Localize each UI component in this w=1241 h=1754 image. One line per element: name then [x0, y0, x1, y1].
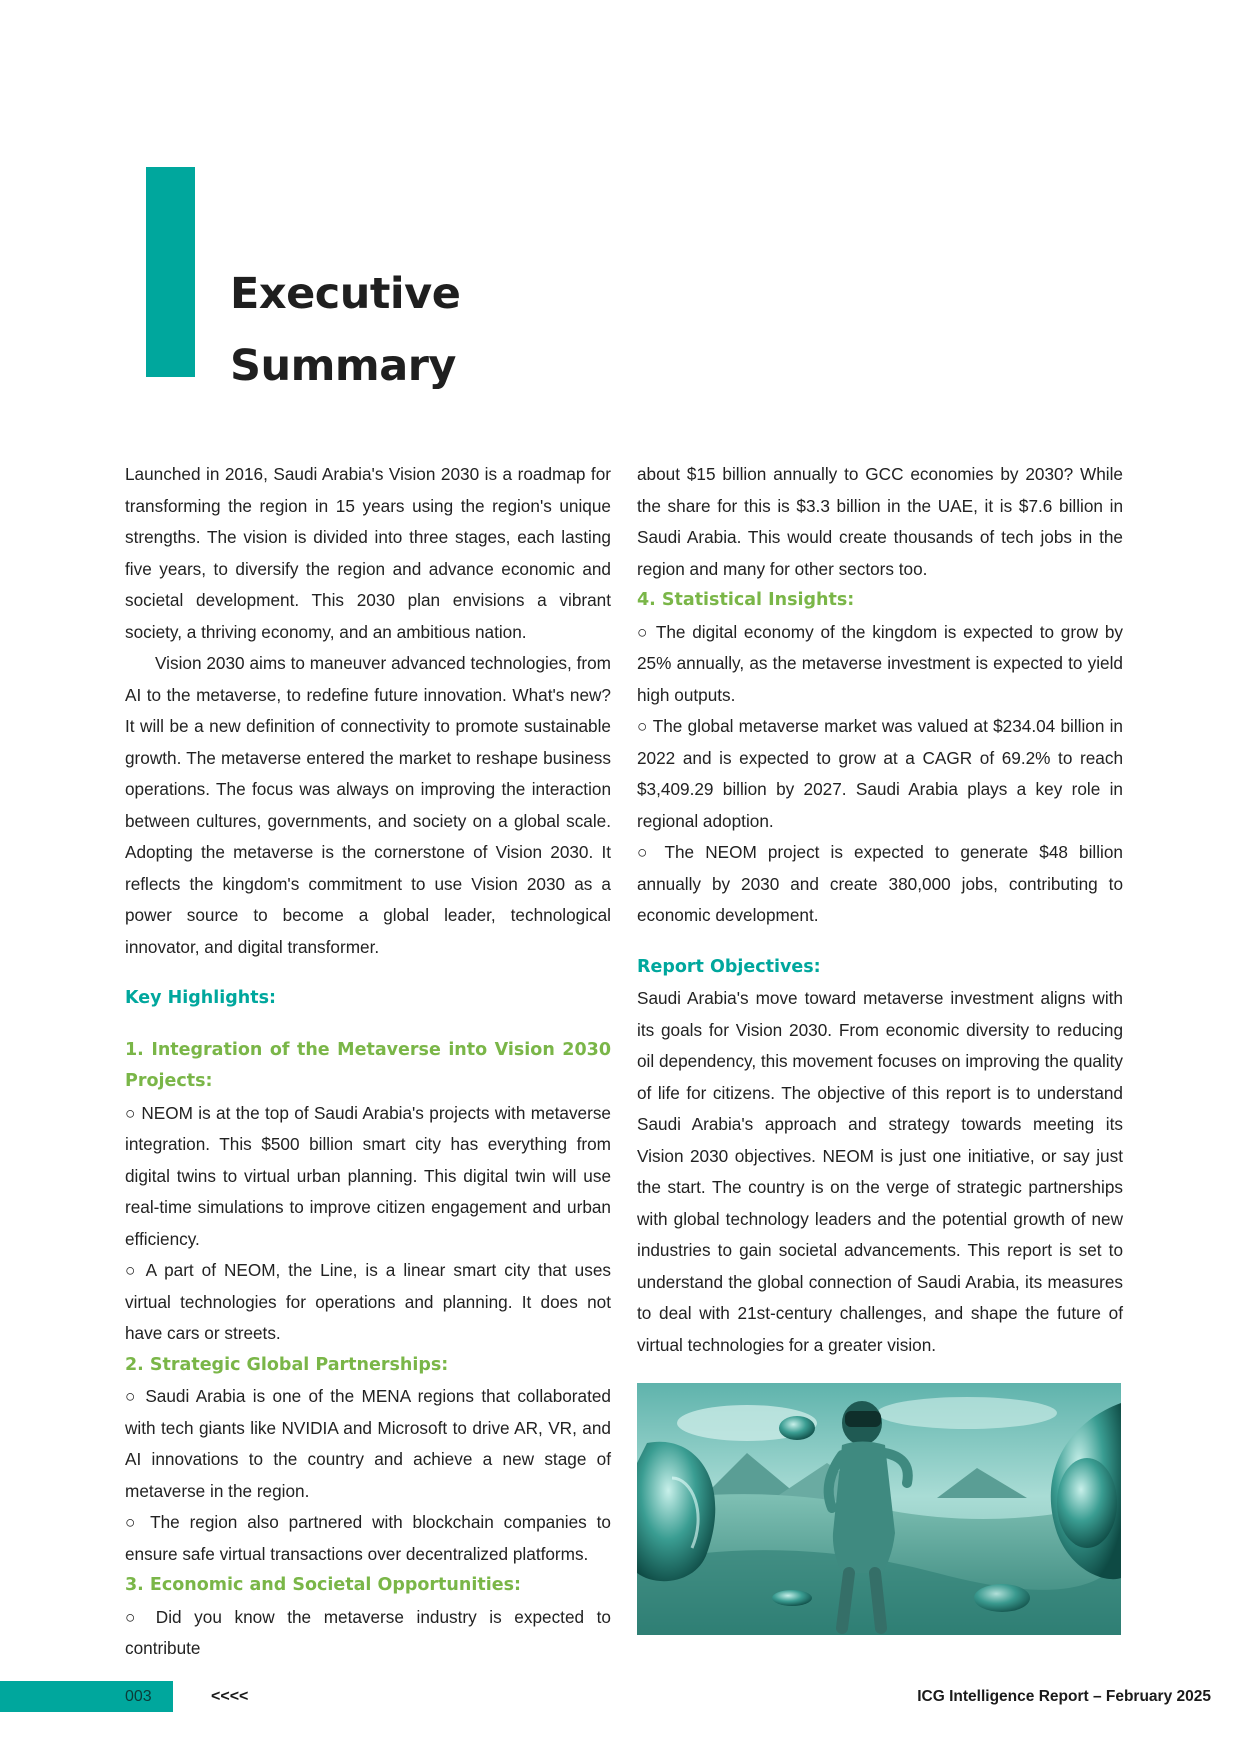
- right-column: [637, 459, 1123, 1635]
- report-objectives-heading: Report Objectives:: [637, 956, 821, 977]
- back-navigation-link[interactable]: <<<<: [211, 1688, 249, 1705]
- vr-illustration: [637, 1383, 1121, 1635]
- highlight-4-bullet-1: ○ The digital economy of the kingdom is expected to grow by 25% annually, as the metaverse investment is expected to yield high outputs.: [637, 621, 1123, 705]
- highlight-4-heading: 4. Statistical Insights:: [637, 590, 855, 610]
- highlight-3-bullet-1-continued: about $15 billion annually to GCC economies by 2030? While the share for this is $3.3 billion in the UAE, it is $7.6 billion in Saudi Arabia. This would create thousands of tech jobs in the region and many for other sectors too.: [637, 464, 1123, 579]
- vr-woman-desert-image: [637, 1383, 1121, 1635]
- highlight-2-bullet-2: ○ The region also partnered with blockchain companies to ensure safe virtual transactions over decentralized platforms.: [125, 1512, 611, 1564]
- page-title-line2: Summary: [230, 341, 456, 391]
- title-accent-bar: [146, 167, 195, 377]
- intro-paragraph-2: Vision 2030 aims to maneuver advanced technologies, from AI to the metaverse, to redefine future innovation. What's new? It will be a new definition of connectivity to promote sustainable growth. The metaverse entered the market to reshape business operations. The focus was always on improving the interaction between cultures, governments, and society on a global scale. Adopting the metaverse is the cornerstone of Vision 2030. It reflects the kingdom's commitment to use Vision 2030 as a power source to become a global leader, technological innovator, and digital transformer.: [125, 653, 611, 957]
- highlight-2-heading: 2. Strategic Global Partnerships:: [125, 1354, 449, 1375]
- key-highlights-heading: Key Highlights:: [125, 988, 277, 1008]
- highlight-4-bullet-3: ○ The NEOM project is expected to generate $48 billion annually by 2030 and create 380,000 jobs, contributing to economic development.: [637, 842, 1123, 925]
- highlight-2-bullet-1: ○ Saudi Arabia is one of the MENA regions that collaborated with tech giants like NVIDIA and Microsoft to drive AR, VR, and AI innovations to the country and achieve a new stage of metaverse in the region.: [125, 1386, 611, 1501]
- report-objectives-text: Saudi Arabia's move toward metaverse investment aligns with its goals for Vision 2030. From economic diversity to reducing oil dependency, this movement focuses on improving the quality of life for citizens. The objective of this report is to understand Saudi Arabia's approach and strategy towards meeting its Vision 2030 objectives. NEOM is just one initiative, or say just the start. The country is on the verge of strategic partnerships with global technology leaders and the potential growth of new industries to gain societal advancements. This report is set to understand the global connection of Saudi Arabia, its measures to deal with 21st-century challenges, and shape the future of virtual technologies for a greater vision.: [637, 988, 1123, 1355]
- highlight-1-heading: 1. Integration of the Metaverse into Vision 2030 Projects:: [125, 1039, 611, 1091]
- left-column: [125, 459, 611, 1665]
- highlight-1-bullet-1: ○ NEOM is at the top of Saudi Arabia's projects with metaverse integration. This $500 billion smart city has everything from digital twins to virtual urban planning. This digital twin will use real-time simulations to improve citizen engagement and urban efficiency.: [125, 1102, 611, 1249]
- intro-paragraph-1: Launched in 2016, Saudi Arabia's Vision 2030 is a roadmap for transforming the region in 15 years using the region's unique strengths. The vision is divided into three stages, each lasting five years, to diversify the region and advance economic and societal development. This 2030 plan envisions a vibrant society, a thriving economy, and an ambitious nation.: [125, 464, 611, 642]
- page-title-line1: Executive: [230, 269, 461, 319]
- footer-report-title: ICG Intelligence Report – February 2025: [917, 1688, 1211, 1705]
- highlight-4-bullet-2: ○ The global metaverse market was valued at $234.04 billion in 2022 and is expected to grow at a CAGR of 69.2% to reach $3,409.29 billion by 2027. Saudi Arabia plays a key role in regional adoption.: [637, 716, 1123, 831]
- highlight-3-bullet-1-start: ○ Did you know the metaverse industry is expected to contribute: [125, 1606, 611, 1658]
- highlight-3-heading: 3. Economic and Societal Opportunities:: [125, 1575, 521, 1595]
- page-title: [230, 258, 460, 402]
- page-number: 003: [125, 1688, 152, 1705]
- highlight-1-bullet-2: ○ A part of NEOM, the Line, is a linear smart city that uses virtual technologies for operations and planning. It does not have cars or streets.: [125, 1260, 611, 1343]
